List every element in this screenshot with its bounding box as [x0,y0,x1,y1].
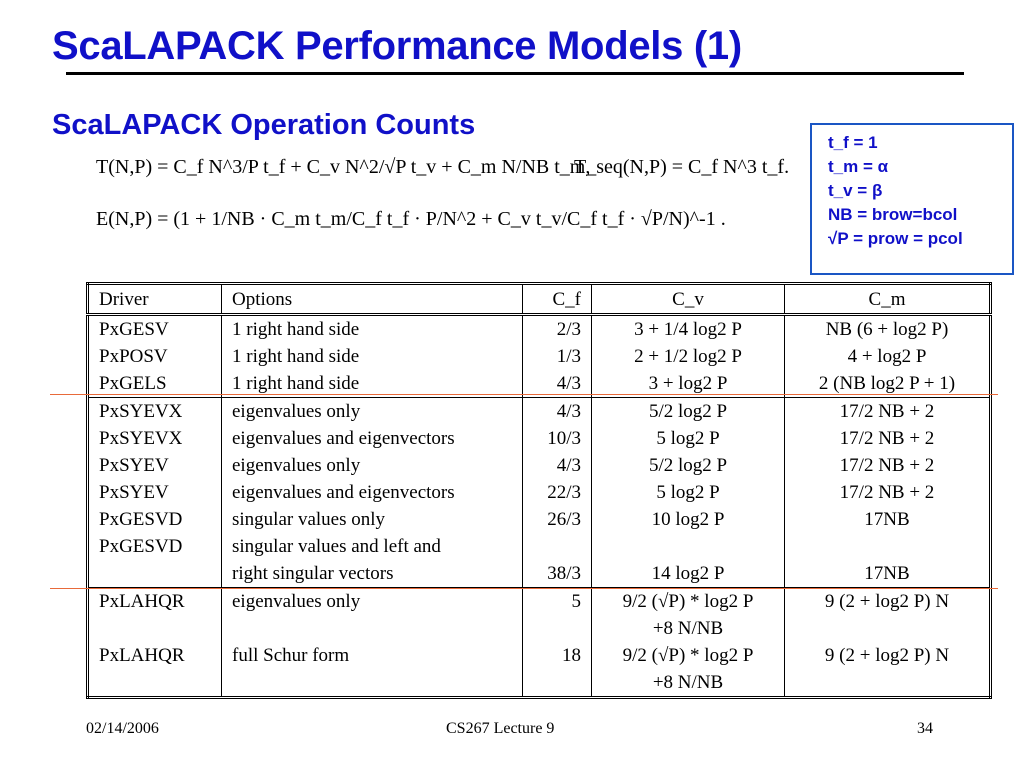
legend-item-tm: t_m = α [828,157,889,176]
cell-options: 1 right hand side [222,343,523,370]
cell-driver: PxSYEVX [88,425,222,452]
header-options: Options [222,284,523,315]
cell-cf: 4/3 [523,398,592,426]
formula-tseq: T_seq(N,P) = C_f N^3 t_f. [574,156,790,178]
cell-cv: +8 N/NB [592,669,785,698]
cell-cm: 17/2 NB + 2 [785,479,991,506]
cell-cm: 9 (2 + log2 P) N [785,588,991,616]
cell-options: right singular vectors [222,560,523,588]
slide-title: ScaLAPACK Performance Models (1) [52,24,742,68]
cell-cv: 5 log2 P [592,425,785,452]
cell-cf: 26/3 [523,506,592,533]
cell-cm: 9 (2 + log2 P) N [785,642,991,669]
slide-subtitle: ScaLAPACK Operation Counts [52,109,476,141]
table-row [88,452,991,479]
cell-options: singular values and left and [222,533,523,560]
cell-options [222,669,523,698]
formula-efficiency: E(N,P) = (1 + 1/NB · C_m t_m/C_f t_f · P/N^2 + C_v t_v/C_f t_f · √P/N)^-1 . [96,208,726,230]
cell-driver: PxGESVD [88,506,222,533]
legend-item-nb: NB = brow=bcol [828,205,958,224]
cell-cf [523,615,592,642]
footer-course: CS267 Lecture 9 [446,720,555,737]
cell-cv: 10 log2 P [592,506,785,533]
cell-cf: 1/3 [523,343,592,370]
cell-cv: 9/2 (√P) * log2 P [592,642,785,669]
header-cf: C_f [523,284,592,315]
cell-driver: PxGESV [88,315,222,344]
cell-cf: 4/3 [523,370,592,398]
table-row [88,315,991,344]
footer-date: 02/14/2006 [86,720,159,737]
cell-cf: 5 [523,588,592,616]
cell-options: full Schur form [222,642,523,669]
cell-cv: 3 + log2 P [592,370,785,398]
cell-cv: +8 N/NB [592,615,785,642]
cell-cv: 14 log2 P [592,560,785,588]
cell-cv: 2 + 1/2 log2 P [592,343,785,370]
cell-cm: 2 (NB log2 P + 1) [785,370,991,398]
table-row [88,479,991,506]
cell-cm: 17/2 NB + 2 [785,425,991,452]
cell-cv: 5/2 log2 P [592,398,785,426]
cell-cm: NB (6 + log2 P) [785,315,991,344]
cell-cv [592,533,785,560]
table-row [88,588,991,616]
cell-cm [785,533,991,560]
table-row [88,533,991,560]
cell-options [222,615,523,642]
cell-driver: PxSYEVX [88,398,222,426]
cell-cm: 17/2 NB + 2 [785,398,991,426]
cell-driver: PxPOSV [88,343,222,370]
cell-driver [88,669,222,698]
cell-cm: 17NB [785,506,991,533]
legend-item-tf: t_f = 1 [828,133,878,152]
cell-driver: PxLAHQR [88,642,222,669]
cell-cm: 17/2 NB + 2 [785,452,991,479]
cell-options: 1 right hand side [222,315,523,344]
formula-t: T(N,P) = C_f N^3/P t_f + C_v N^2/√P t_v + C_m N/NB t_m, [96,156,591,178]
table-row [88,615,991,642]
footer-page-number: 34 [917,720,933,737]
cell-cf: 4/3 [523,452,592,479]
cell-options: eigenvalues only [222,398,523,426]
separator-line-top [50,394,998,395]
cell-options: eigenvalues only [222,588,523,616]
cell-driver: PxSYEV [88,452,222,479]
cell-driver: PxGELS [88,370,222,398]
cell-driver [88,560,222,588]
cell-options: eigenvalues and eigenvectors [222,425,523,452]
table-row [88,398,991,426]
header-driver: Driver [88,284,222,315]
cell-cm: 4 + log2 P [785,343,991,370]
legend-item-sqrtp: √P = prow = pcol [828,229,963,248]
cell-cm: 17NB [785,560,991,588]
cell-driver: PxGESVD [88,533,222,560]
separator-line-bottom [50,588,998,589]
cell-options: 1 right hand side [222,370,523,398]
title-underline [66,72,964,75]
cell-driver: PxLAHQR [88,588,222,616]
cell-cf: 10/3 [523,425,592,452]
cell-cf: 22/3 [523,479,592,506]
cell-cm [785,669,991,698]
parameter-legend-box [810,123,1014,275]
table-row [88,425,991,452]
header-cv: C_v [592,284,785,315]
cell-cf [523,669,592,698]
cell-driver [88,615,222,642]
cell-options: eigenvalues and eigenvectors [222,479,523,506]
table-row [88,642,991,669]
cell-driver: PxSYEV [88,479,222,506]
cell-cv: 3 + 1/4 log2 P [592,315,785,344]
cell-cf: 18 [523,642,592,669]
table-row [88,506,991,533]
cell-cf: 2/3 [523,315,592,344]
cell-options: singular values only [222,506,523,533]
table-row [88,560,991,588]
table-row [88,343,991,370]
cell-cf [523,533,592,560]
cell-cv: 5/2 log2 P [592,452,785,479]
cell-options: eigenvalues only [222,452,523,479]
table-header-row [88,284,991,315]
header-cm: C_m [785,284,991,315]
cell-cv: 9/2 (√P) * log2 P [592,588,785,616]
operation-counts-table [86,282,992,699]
cell-cv: 5 log2 P [592,479,785,506]
cell-cf: 38/3 [523,560,592,588]
legend-item-tv: t_v = β [828,181,883,200]
cell-cm [785,615,991,642]
table-row [88,669,991,698]
